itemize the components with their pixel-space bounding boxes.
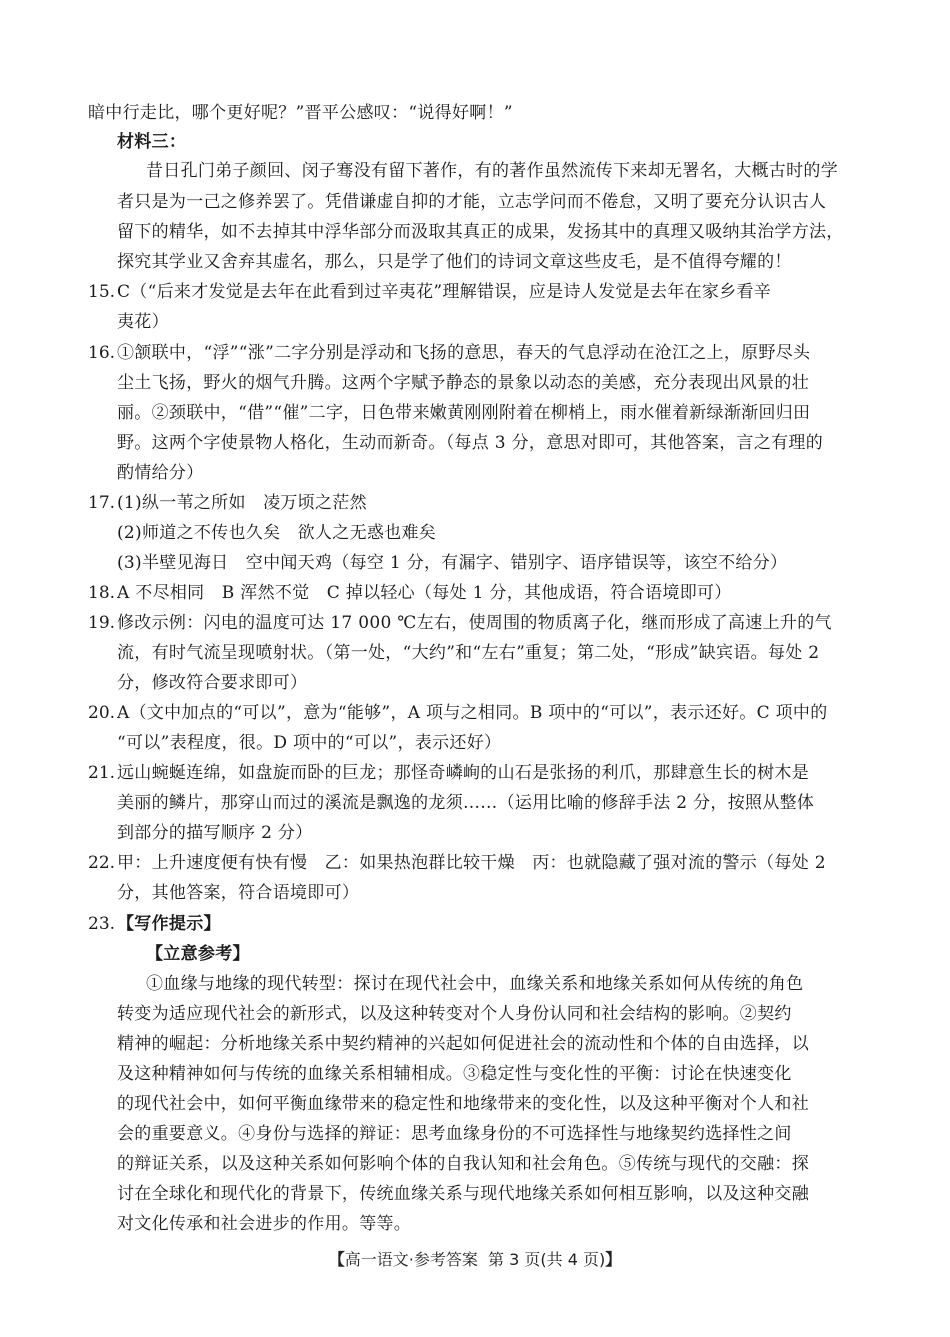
answer-line: 到部分的描写顺序 2 分） bbox=[117, 823, 313, 843]
answer-line: C（“后来才发觉是去年在此看到过辛夷花”理解错误，应是诗人发觉是去年在家乡看辛 bbox=[117, 282, 772, 302]
answer-line: 分，修改符合要求即可） bbox=[117, 673, 308, 693]
answer-line: (2)师道之不传也久矣 欲人之无惑也难矣 bbox=[117, 523, 437, 543]
material3-line: 探究其学业又舍弃其虚名，那么，只是学了他们的诗词文章这些皮毛，是不值得夸耀的！ bbox=[117, 252, 792, 272]
question-number: 23. bbox=[88, 914, 116, 934]
answer-line: “可以”表程度，很。D 项中的“可以”，表示还好） bbox=[117, 733, 502, 753]
answer-line: ①颔联中，“浮”“涨”二字分别是浮动和飞扬的意思，春天的气息浮动在沧江之上，原野尽头 bbox=[117, 343, 811, 363]
answer-line: 甲：上升速度便有快有慢 乙：如果热泡群比较干燥 丙：也就隐藏了强对流的警示（每处 2 bbox=[117, 853, 826, 873]
question-number: 21. bbox=[88, 763, 116, 783]
answer-line: 分，其他答案，符合语境即可） bbox=[117, 883, 360, 903]
answer-line: (3)半壁见海日 空中闻天鸡（每空 1 分，有漏字、错别字、语序错误等，该空不给分） bbox=[117, 553, 788, 573]
essay-guidance-line: 及这种精神如何与传统的血缘关系相辅相成。③稳定性与变化性的平衡：讨论在快速变化 bbox=[117, 1064, 792, 1084]
idea-reference-heading: 【立意参考】 bbox=[146, 944, 250, 964]
footer-subject: 高一语文 bbox=[344, 1250, 409, 1269]
question-number: 22. bbox=[88, 853, 116, 873]
question-number: 17. bbox=[88, 493, 116, 513]
answer-line: 夷花） bbox=[117, 312, 169, 332]
question-number: 15. bbox=[88, 282, 116, 302]
writing-tip-heading: 【写作提示】 bbox=[117, 914, 221, 934]
essay-guidance-line: 对文化传承和社会进步的作用。等等。 bbox=[117, 1214, 412, 1234]
answer-line: 酌情给分） bbox=[117, 463, 204, 483]
material3-line: 留下的精华，如不去掉其中浮华部分而汲取其真正的成果，发扬其中的真理又吸纳其治学方法， bbox=[117, 222, 844, 242]
footer-page-info: 第 3 页(共 4 页) bbox=[488, 1250, 606, 1269]
material3-heading: 材料三： bbox=[117, 132, 187, 152]
essay-guidance-line: 精神的崛起：分析地缘关系中契约精神的兴起如何促进社会的流动性和个体的自由选择，以 bbox=[117, 1034, 809, 1054]
answer-line: A 不尽相同 B 浑然不觉 C 掉以轻心（每处 1 分，其他成语，符合语境即可） bbox=[117, 583, 732, 603]
question-number: 16. bbox=[88, 343, 116, 363]
material3-line: 昔日孔门弟子颜回、闵子骞没有留下著作，有的著作虽然流传下来却无署名，大概古时的学 bbox=[146, 161, 838, 181]
answer-line: 野。这两个字使景物人格化，生动而新奇。（每点 3 分，意思对即可，其他答案，言之有理的 bbox=[117, 433, 824, 453]
answer-line: 丽。②颈联中，“借”“催”二字，日色带来嫩黄刚刚附着在柳梢上，雨水催着新绿渐渐回归田 bbox=[117, 403, 811, 423]
question-number: 19. bbox=[88, 613, 116, 633]
answer-line: A（文中加点的“可以”，意为“能够”，A 项与之相同。B 项中的“可以”，表示还好。C 项中的 bbox=[117, 703, 828, 723]
material3-line: 者只是为一己之修养罢了。凭借谦虚自抑的才能，立志学问而不倦怠，又明了要充分认识古人 bbox=[117, 192, 827, 212]
footer-separator: · bbox=[408, 1250, 414, 1269]
essay-guidance-line: 的现代社会中，如何平衡血缘带来的稳定性和地缘带来的变化性，以及这种平衡对个人和社 bbox=[117, 1094, 809, 1114]
question-number: 18. bbox=[88, 583, 116, 603]
footer-doc-type: 参考答案 bbox=[413, 1250, 478, 1269]
answer-line: 美丽的鳞片，那穿山而过的溪流是飘逸的龙须……（运用比喻的修辞手法 2 分，按照从整体 bbox=[117, 793, 815, 813]
footer-bracket-close: 】 bbox=[605, 1250, 622, 1269]
answer-line: 修改示例：闪电的温度可达 17 000 ℃左右，使周围的物质离子化，继而形成了高速上升的气 bbox=[117, 613, 832, 633]
answer-line: 尘土飞扬，野火的烟气升腾。这两个字赋予静态的景象以动态的美感，充分表现出风景的壮 bbox=[117, 373, 809, 393]
essay-guidance-line: 转变为适应现代社会的新形式，以及这种转变对个人身份认同和社会结构的影响。②契约 bbox=[117, 1004, 792, 1024]
answer-line: 流，有时气流呈现喷射状。（第一处，“大约”和“左右”重复；第二处，“形成”缺宾语。每处 2 bbox=[117, 643, 820, 663]
answer-line: 远山蜿蜒连绵，如盘旋而卧的巨龙；那怪奇嶙峋的山石是张扬的利爪，那肆意生长的树木是 bbox=[117, 763, 809, 783]
essay-guidance-line: 会的重要意义。④身份与选择的辩证：思考血缘身份的不可选择性与地缘契约选择性之间 bbox=[117, 1124, 792, 1144]
footer-bracket-open: 【 bbox=[328, 1250, 345, 1269]
question-number: 20. bbox=[88, 703, 116, 723]
essay-guidance-line: 讨在全球化和现代化的背景下，传统血缘关系与现代地缘关系如何相互影响，以及这种交融 bbox=[117, 1184, 809, 1204]
continuation-line: 暗中行走比，哪个更好呢？”晋平公感叹：“说得好啊！” bbox=[88, 103, 513, 123]
page-footer bbox=[0, 1248, 950, 1272]
essay-guidance-line: 的辩证关系，以及这种关系如何影响个体的自我认知和社会角色。⑤传统与现代的交融：探 bbox=[117, 1154, 809, 1174]
answer-line: (1)纵一苇之所如 凌万顷之茫然 bbox=[117, 493, 367, 513]
essay-guidance-line: ①血缘与地缘的现代转型：探讨在现代社会中，血缘关系和地缘关系如何从传统的角色 bbox=[146, 974, 804, 994]
